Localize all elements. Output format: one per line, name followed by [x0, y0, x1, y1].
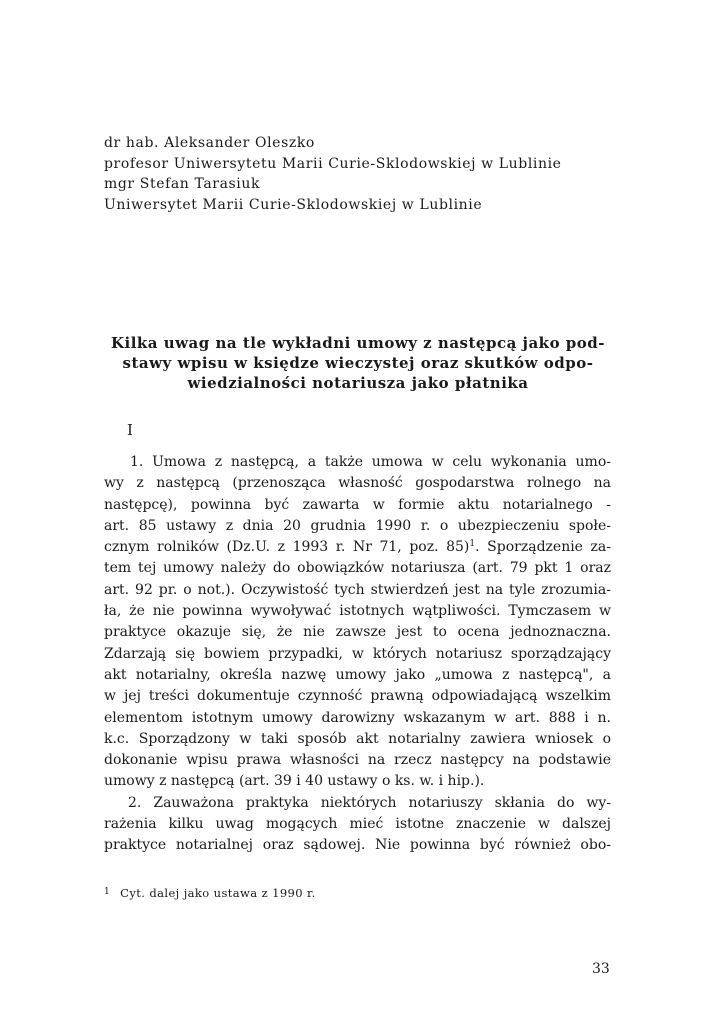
- title-line: stawy wpisu w księdze wieczystej oraz skutków odpo-: [122, 354, 594, 372]
- text-line: 1. Umowa z następcą, a także umowa w celu wykonania umo-: [130, 454, 611, 470]
- author-line: mgr Stefan Tarasiuk: [104, 176, 261, 192]
- author-line: dr hab. Aleksander Oleszko: [104, 135, 315, 151]
- text-line: k.c. Sporządzony w taki sposób akt notarialny zawiera wniosek o: [104, 730, 611, 747]
- title-line: wiedzialności notariusza jako płatnika: [187, 374, 529, 392]
- text-line: ła, że nie powinna wywoływać istotnych wątpliwości. Tymczasem w: [104, 603, 611, 620]
- page-number: 33: [592, 961, 610, 977]
- author-line: Uniwersytet Marii Curie-Sklodowskiej w Lublinie: [104, 196, 483, 213]
- paper-title: [104, 333, 612, 393]
- text-line: praktyce notarialnej oraz sądowej. Nie powinna być również obo-: [104, 837, 611, 854]
- author-line: profesor Uniwersytetu Marii Curie-Sklodowskiej w Lublinie: [104, 155, 562, 172]
- title-line: Kilka uwag na tle wykładni umowy z następcą jako pod-: [110, 334, 606, 352]
- footnote: [104, 886, 316, 900]
- text-line: art. 92 pr. o not.). Oczywistość tych stwierdzeń jest na tyle zrozumia-: [104, 581, 611, 598]
- text-segment: . Sporządzenie za-: [475, 539, 611, 556]
- footnote-text: Cyt. dalej jako ustawa z 1990 r.: [120, 886, 316, 900]
- text-line: następcę), powinna być zawarta w formie aktu notarialnego -: [104, 496, 611, 513]
- text-line: praktyce okazuje się, że nie zawsze jest to ocena jednoznaczna.: [104, 624, 611, 641]
- footnote-mark: 1: [104, 887, 111, 897]
- text-line: akt notarialny, określa nazwę umowy jako „umowa z następcą", a: [104, 666, 611, 683]
- body-text: [104, 452, 611, 857]
- text-line: dokonanie wpisu prawa własności na rzecz następcy na podstawie: [104, 752, 611, 769]
- section-heading: I: [127, 421, 133, 439]
- text-line: tem tej umowy należy do obowiązków notariusza (art. 79 pkt 1 oraz: [104, 560, 611, 577]
- footnote-reference: 1: [469, 539, 476, 550]
- text-line: umowy z następcą (art. 39 i 40 ustawy o ks. w. i hip.).: [104, 773, 485, 790]
- text-line: w jej treści dokumentuje czynność prawną odpowiadającą wszelkim: [104, 688, 611, 705]
- text-line: 2. Zauważona praktyka niektórych notariuszy skłania do wy-: [128, 794, 611, 811]
- text-line: Zdarzają się bowiem przypadki, w których notariusz sporządzający: [104, 645, 611, 662]
- text-line: wy z następcą (przenosząca własność gospodarstwa rolnego na: [104, 475, 611, 492]
- text-line: rażenia kilku uwag mogących mieć istotne znaczenie w dalszej: [104, 816, 611, 833]
- text-line: elementom istotnym umowy darowizny wskazanym w art. 888 i n.: [104, 709, 611, 726]
- author-block: [104, 133, 624, 215]
- text-line: art. 85 ustawy z dnia 20 grudnia 1990 r. o ubezpieczeniu społe-: [104, 517, 611, 534]
- text-segment: cznym rolników (Dz.U. z 1993 r. Nr 71, poz. 85): [104, 539, 470, 556]
- text-line: [104, 537, 611, 558]
